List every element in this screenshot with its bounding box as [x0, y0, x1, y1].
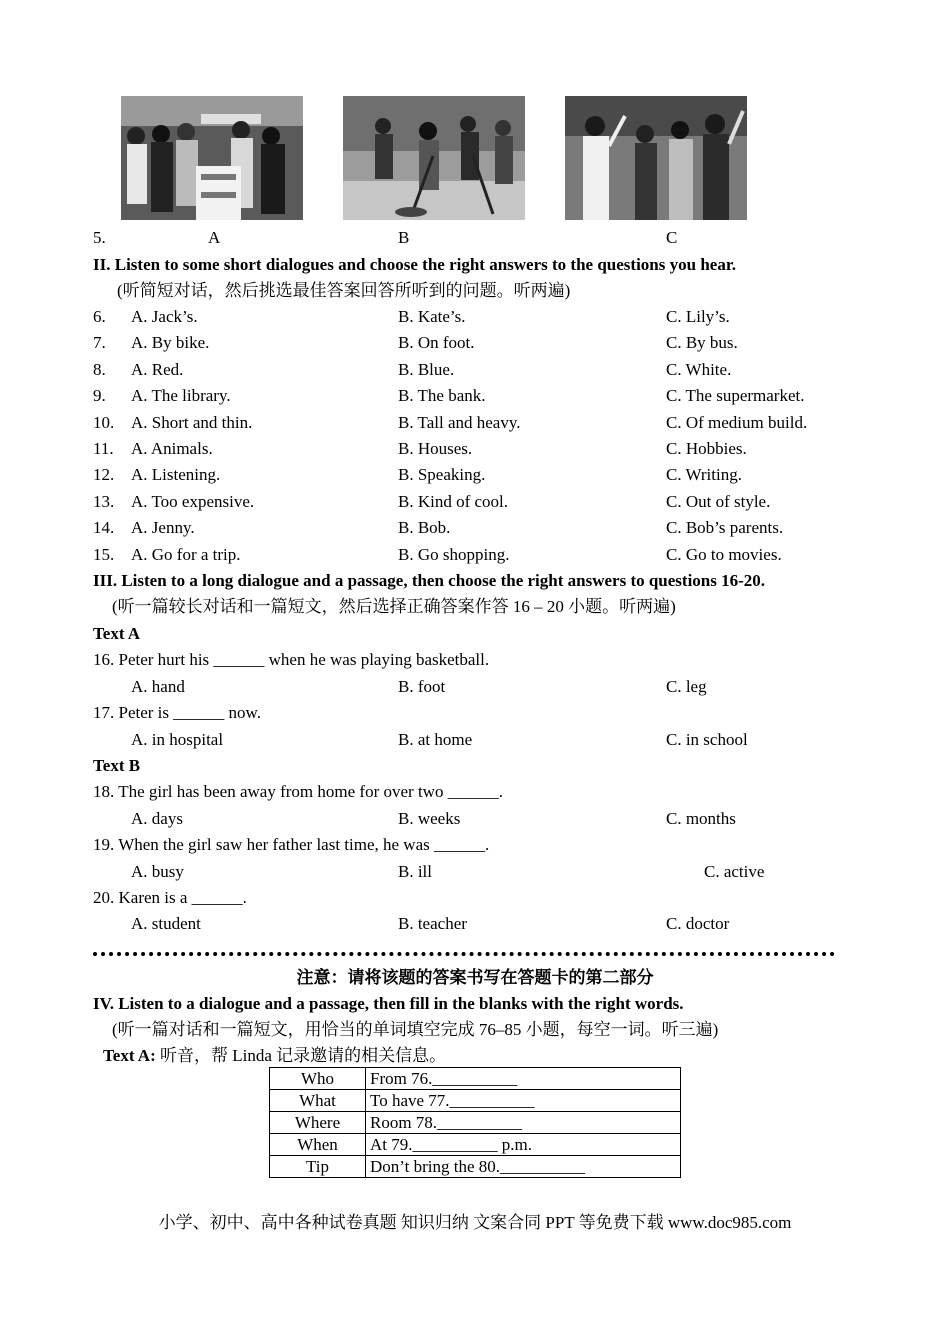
question-5-number: 5. — [93, 228, 106, 247]
question-19-option-a: A. busy — [131, 862, 184, 881]
table-row-key: Tip — [270, 1156, 366, 1178]
table-row — [270, 1068, 681, 1090]
section-3-note: (听一篇较长对话和一篇短文，然后选择正确答案作答 16 – 20 小题。听两遍) — [112, 597, 676, 616]
question-17-option-a: A. in hospital — [131, 730, 224, 749]
table-row-value: To have 77.__________ — [366, 1090, 681, 1112]
option-c: C. The supermarket. — [666, 386, 805, 405]
question-number: 11. — [93, 439, 114, 458]
question-20-option-c: C. doctor — [666, 914, 730, 933]
option-b: B. On foot. — [398, 333, 475, 352]
option-c: C. Out of style. — [666, 492, 771, 511]
option-b: B. Speaking. — [398, 465, 486, 484]
table-row-value: From 76.__________ — [366, 1068, 681, 1090]
question-19-option-b: B. ill — [398, 862, 433, 881]
table-row — [270, 1156, 681, 1178]
option-b: B. Bob. — [398, 518, 451, 537]
option-b: B. Kate’s. — [398, 307, 466, 326]
section-2-note: (听简短对话，然后挑选最佳答案回答所听到的问题。听两遍) — [117, 281, 571, 300]
option-b: B. Houses. — [398, 439, 473, 458]
question-number: 14. — [93, 518, 115, 537]
option-b: B. The bank. — [398, 386, 486, 405]
option-c: C. White. — [666, 360, 732, 379]
table-row — [270, 1134, 681, 1156]
option-c: C. Lily’s. — [666, 307, 730, 326]
question-20-option-a: A. student — [131, 914, 201, 933]
question-16-option-b: B. foot — [398, 677, 446, 696]
question-number: 9. — [93, 386, 106, 405]
question-17-option-c: C. in school — [666, 730, 748, 749]
table-row-value: Room 78.__________ — [366, 1112, 681, 1134]
option-a: A. Short and thin. — [131, 413, 253, 432]
option-b: B. Kind of cool. — [398, 492, 509, 511]
dotted-divider — [93, 938, 835, 956]
photo-c-people-dancing — [565, 96, 747, 220]
question-20-option-b: B. teacher — [398, 914, 467, 933]
table-row — [270, 1112, 681, 1134]
option-a: A. Go for a trip. — [131, 545, 241, 564]
question-number: 8. — [93, 360, 106, 379]
question-20-stem: 20. Karen is a ______. — [93, 888, 247, 907]
option-b: B. Tall and heavy. — [398, 413, 521, 432]
table-row-value: Don’t bring the 80.__________ — [366, 1156, 681, 1178]
invitation-info-table — [269, 1067, 681, 1178]
option-c: C. Go to movies. — [666, 545, 782, 564]
question-19-option-c: C. active — [704, 862, 765, 881]
table-row-key: What — [270, 1090, 366, 1112]
option-b: B. Go shopping. — [398, 545, 510, 564]
option-a-label: A — [208, 228, 221, 247]
section-4-text-a-label: Text A: — [103, 1046, 156, 1065]
option-c: C. Hobbies. — [666, 439, 747, 458]
option-a: A. Animals. — [131, 439, 213, 458]
table-row-value: At 79.__________ p.m. — [366, 1134, 681, 1156]
question-18-option-a: A. days — [131, 809, 183, 828]
question-number: 7. — [93, 333, 106, 352]
question-17-stem: 17. Peter is ______ now. — [93, 703, 261, 722]
page-footer: 小学、初中、高中各种试卷真题 知识归纳 文案合同 PPT 等免费下载 www.doc985.com — [158, 1213, 792, 1232]
question-18-option-c: C. months — [666, 809, 736, 828]
section-4-heading: IV. Listen to a dialogue and a passage, then fill in the blanks with the right words. — [93, 994, 684, 1013]
section-2-heading: II. Listen to some short dialogues and choose the right answers to the questions you hear. — [93, 255, 737, 274]
section-4-text-a-desc: 听音，帮 Linda 记录邀请的相关信息。 — [155, 1046, 447, 1065]
question-number: 13. — [93, 492, 115, 511]
question-19-stem: 19. When the girl saw her father last time, he was ______. — [93, 835, 490, 854]
question-number: 6. — [93, 307, 106, 326]
question-18-option-b: B. weeks — [398, 809, 461, 828]
option-c: C. Bob’s parents. — [666, 518, 784, 537]
text-b-label: Text B — [93, 756, 141, 775]
question-16-option-a: A. hand — [131, 677, 185, 696]
section-4-text-a-line — [103, 1046, 446, 1066]
table-row-key: Who — [270, 1068, 366, 1090]
option-c: C. Writing. — [666, 465, 742, 484]
option-b: B. Blue. — [398, 360, 455, 379]
photo-b-people-sweeping — [343, 96, 525, 220]
option-a: A. Red. — [131, 360, 184, 379]
option-b-label: B — [398, 228, 410, 247]
question-number: 12. — [93, 465, 115, 484]
table-row — [270, 1090, 681, 1112]
table-row-key: Where — [270, 1112, 366, 1134]
question-17-option-b: B. at home — [398, 730, 473, 749]
question-16-option-c: C. leg — [666, 677, 707, 696]
option-a: A. By bike. — [131, 333, 210, 352]
notice-answer-sheet: 注意：请将该题的答案书写在答题卡的第二部分 — [296, 968, 654, 987]
option-c: C. By bus. — [666, 333, 738, 352]
option-a: A. Too expensive. — [131, 492, 255, 511]
photo-a-people-at-donation-box — [121, 96, 303, 220]
option-a: A. The library. — [131, 386, 231, 405]
text-a-label: Text A — [93, 624, 141, 643]
option-a: A. Listening. — [131, 465, 221, 484]
question-number: 15. — [93, 545, 115, 564]
option-c-label: C — [666, 228, 678, 247]
option-a: A. Jack’s. — [131, 307, 198, 326]
option-c: C. Of medium build. — [666, 413, 808, 432]
option-a: A. Jenny. — [131, 518, 195, 537]
question-18-stem: 18. The girl has been away from home for over two ______. — [93, 782, 503, 801]
question-16-stem: 16. Peter hurt his ______ when he was playing basketball. — [93, 650, 490, 669]
section-3-heading: III. Listen to a long dialogue and a passage, then choose the right answers to questions 16-20. — [93, 571, 766, 590]
table-row-key: When — [270, 1134, 366, 1156]
question-number: 10. — [93, 413, 115, 432]
section-4-note: (听一篇对话和一篇短文，用恰当的单词填空完成 76–85 小题，每空一词。听三遍) — [112, 1020, 719, 1039]
